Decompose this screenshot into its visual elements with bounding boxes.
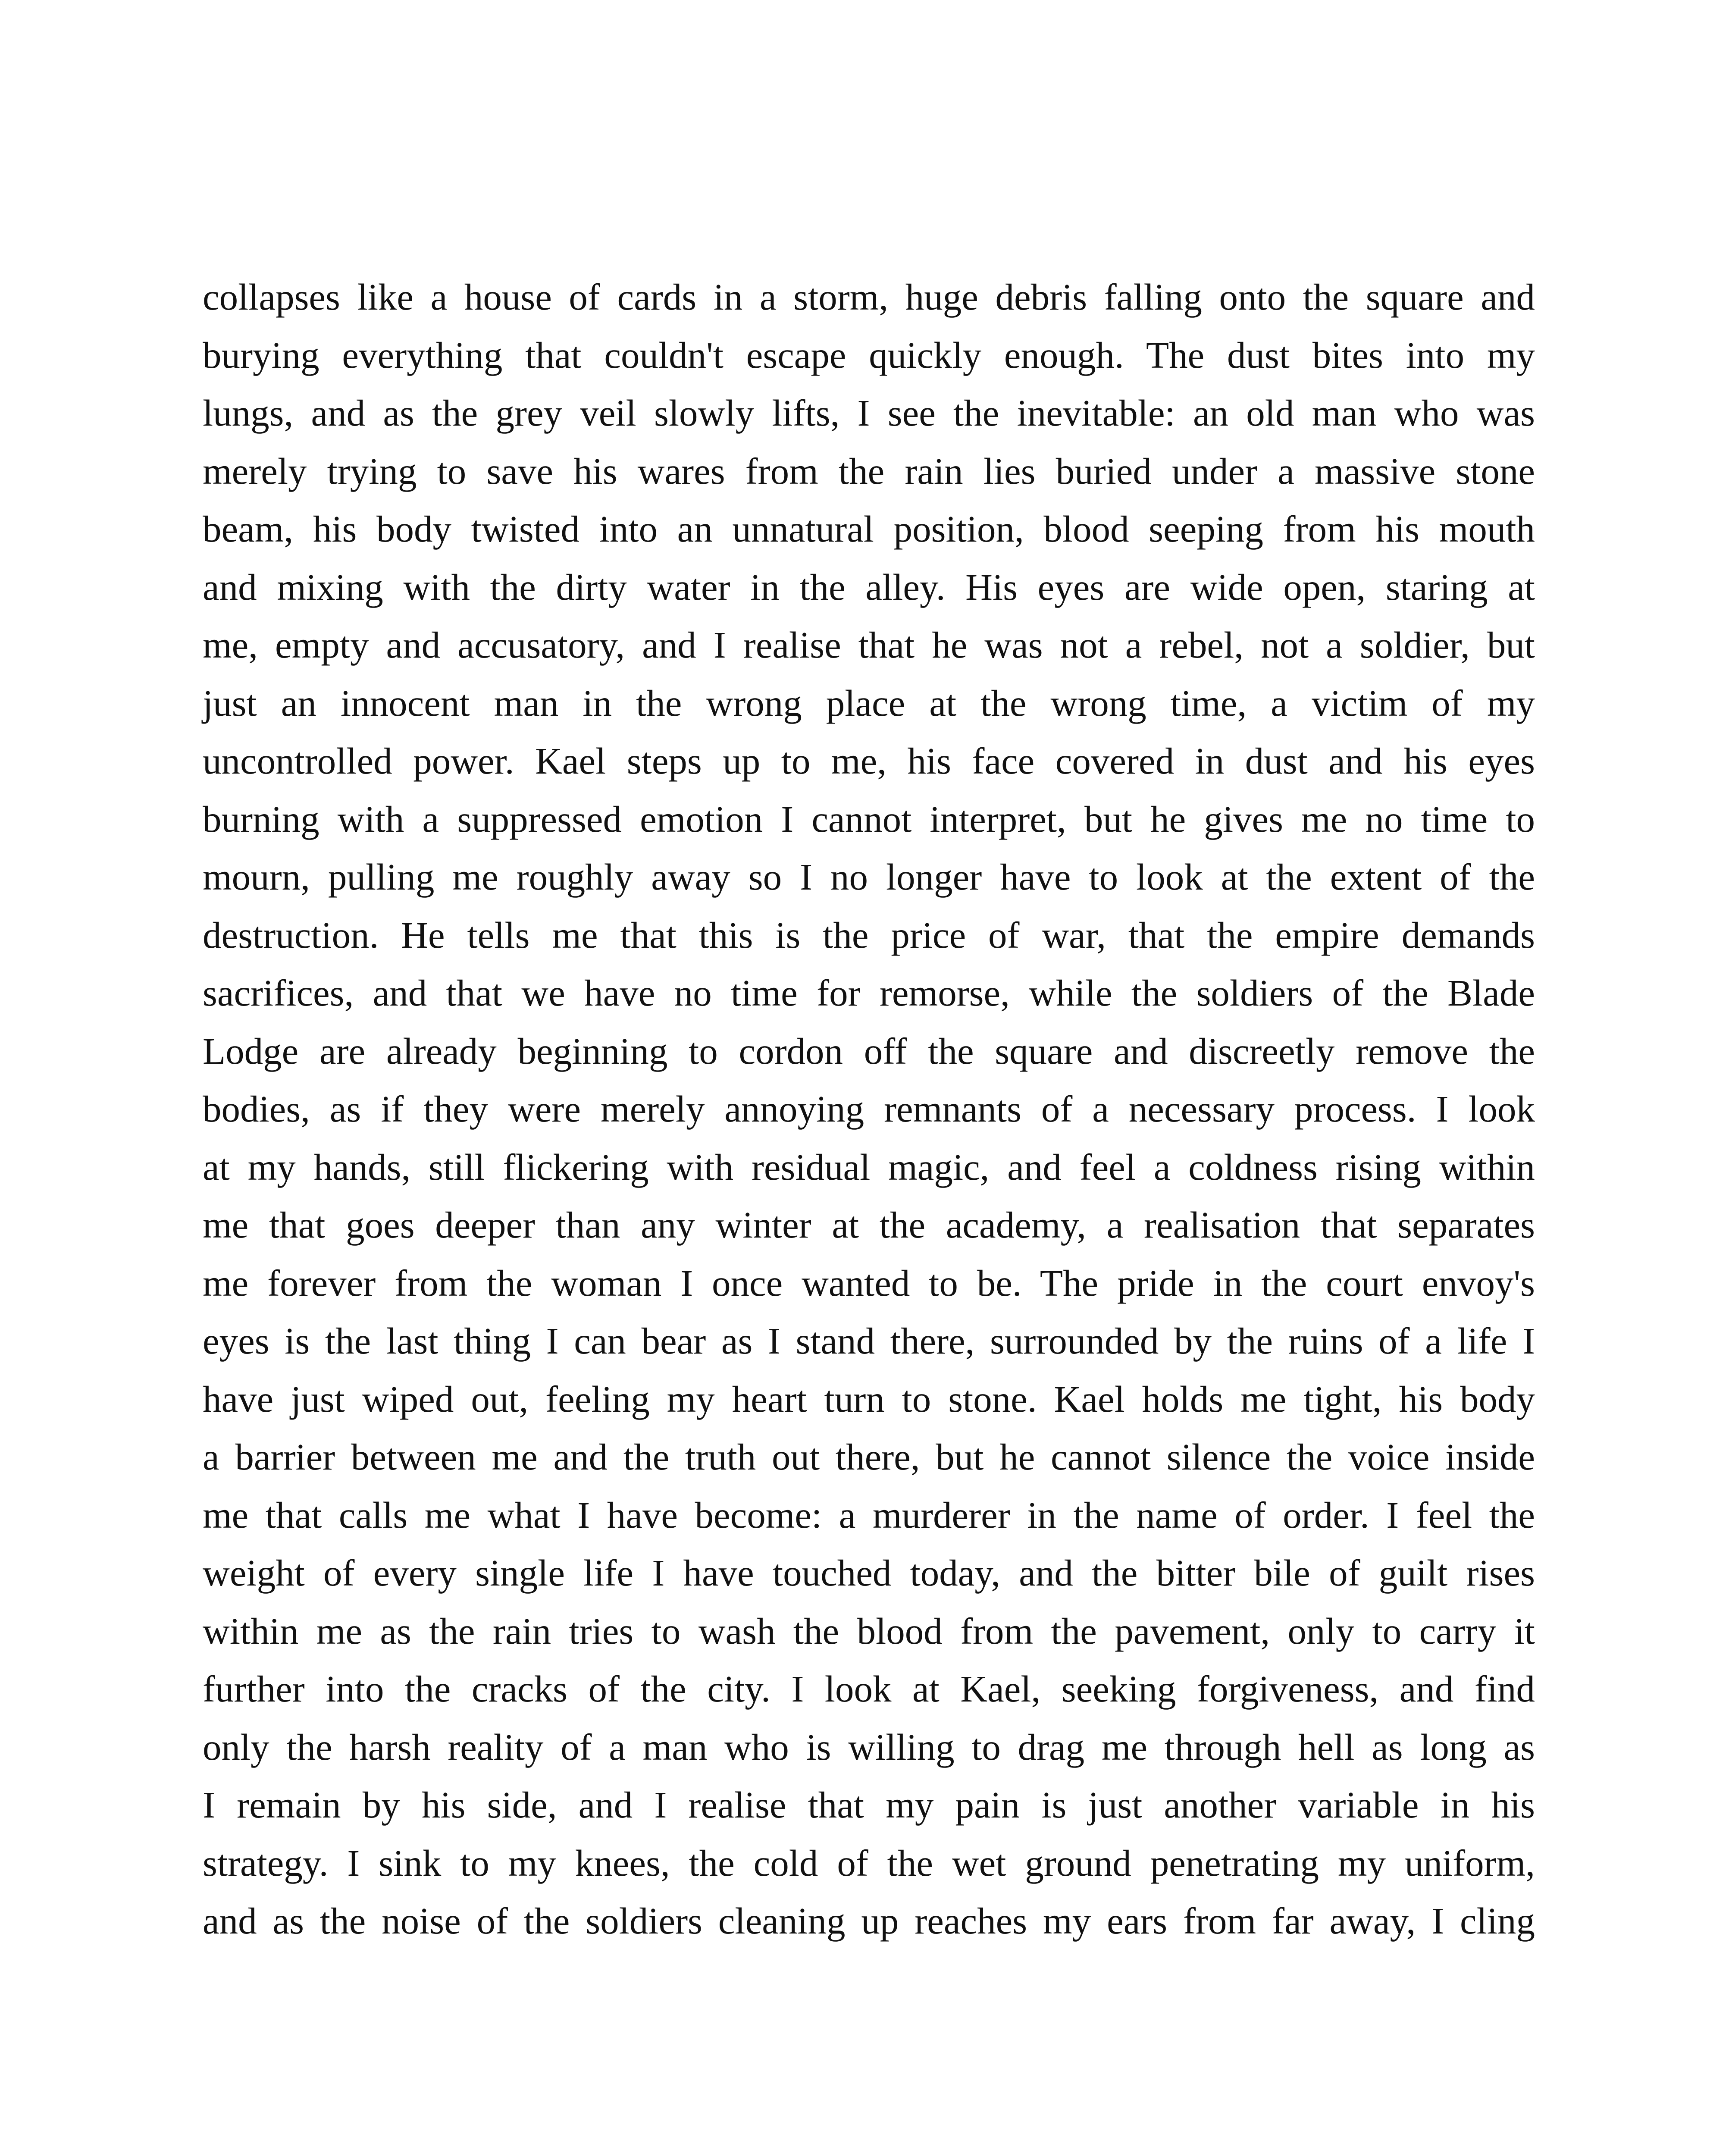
text-line: I remain by his side, and I realise that my pain is just another variable in his [203, 1784, 1535, 1826]
text-line: weight of every single life I have touched today, and the bitter bile of guilt rises [203, 1552, 1535, 1594]
text-line: beam, his body twisted into an unnatural position, blood seeping from his mouth [203, 508, 1535, 550]
text-line: merely trying to save his wares from the rain lies buried under a massive stone [203, 450, 1535, 492]
text-line: at my hands, still flickering with residual magic, and feel a coldness rising within [203, 1146, 1535, 1188]
text-line: me that calls me what I have become: a murderer in the name of order. I feel the [203, 1494, 1535, 1536]
text-line: within me as the rain tries to wash the blood from the pavement, only to carry it [203, 1610, 1535, 1652]
text-line: just an innocent man in the wrong place at the wrong time, a victim of my [203, 682, 1535, 724]
text-line: eyes is the last thing I can bear as I stand there, surrounded by the ruins of a life I [203, 1320, 1535, 1362]
text-line: Lodge are already beginning to cordon off the square and discreetly remove the [203, 1030, 1535, 1072]
text-line: mourn, pulling me roughly away so I no longer have to look at the extent of the [203, 856, 1535, 898]
text-line: uncontrolled power. Kael steps up to me, his face covered in dust and his eyes [203, 740, 1535, 782]
body-text [203, 268, 1535, 1950]
text-line: a barrier between me and the truth out there, but he cannot silence the voice inside [203, 1436, 1535, 1478]
text-line: destruction. He tells me that this is the price of war, that the empire demands [203, 914, 1535, 956]
text-line: me that goes deeper than any winter at the academy, a realisation that separates [203, 1204, 1535, 1246]
text-line: have just wiped out, feeling my heart turn to stone. Kael holds me tight, his body [203, 1378, 1535, 1420]
text-line: only the harsh reality of a man who is willing to drag me through hell as long as [203, 1726, 1535, 1768]
text-line: burying everything that couldn't escape quickly enough. The dust bites into my [203, 334, 1535, 376]
text-line: collapses like a house of cards in a storm, huge debris falling onto the square and [203, 276, 1535, 318]
text-line: bodies, as if they were merely annoying remnants of a necessary process. I look [203, 1088, 1535, 1130]
text-line: and as the noise of the soldiers cleaning up reaches my ears from far away, I cling [203, 1900, 1535, 1942]
text-line: further into the cracks of the city. I look at Kael, seeking forgiveness, and find [203, 1668, 1535, 1710]
text-line: lungs, and as the grey veil slowly lifts, I see the inevitable: an old man who was [203, 392, 1535, 434]
text-line: sacrifices, and that we have no time for remorse, while the soldiers of the Blade [203, 972, 1535, 1014]
text-line: and mixing with the dirty water in the alley. His eyes are wide open, staring at [203, 566, 1535, 608]
text-line: burning with a suppressed emotion I cannot interpret, but he gives me no time to [203, 798, 1535, 840]
text-line: me, empty and accusatory, and I realise that he was not a rebel, not a soldier, but [203, 624, 1535, 666]
text-line: strategy. I sink to my knees, the cold of the wet ground penetrating my uniform, [203, 1842, 1535, 1884]
text-line: me forever from the woman I once wanted to be. The pride in the court envoy's [203, 1262, 1535, 1304]
